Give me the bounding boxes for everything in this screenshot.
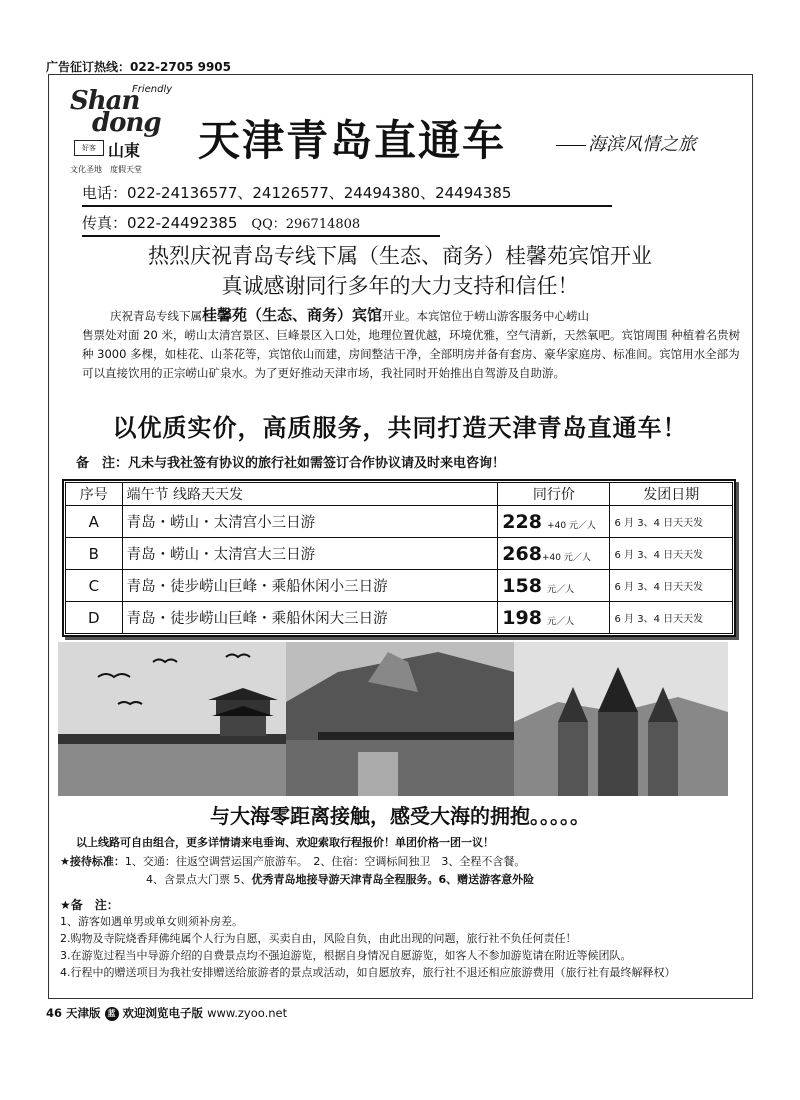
row-date: 6 月 3、4 日天天发 (610, 570, 733, 602)
row-code: A (66, 506, 123, 538)
intro-lead-line (82, 306, 742, 326)
shandong-logo (70, 84, 182, 180)
table-row (66, 506, 733, 538)
price-value: 228 (502, 510, 542, 533)
intro-body: 售票处对面 20 米，崂山太清宫景区、巨峰景区入口处，地理位置优越，环境优雅，空气清新，天然氧吧。宾馆周围 种植着名贵树种 3000 多棵，如桂花、山茶花等，宾馆依山而建，房间整洁干净，全部明房并备有套房、豪华家庭房、标准间。宾馆用水全部为可以直接饮用的正宗崂山矿泉水。为了更好推动天津市场，我社同时开始推出自驾游及自助游。 (82, 328, 741, 380)
fax-line (82, 212, 440, 237)
row-route: 青岛・崂山・太清宫小三日游 (122, 506, 498, 538)
phone-line: 电话：022-24136577、24126577、24494380、24494385 (82, 182, 612, 207)
row-price (498, 570, 610, 602)
logo-brand-line1: Shan (70, 86, 140, 116)
standards-items-1: 1、交通：往返空调营运国产旅游车。 2、住宿：空调标间独卫 3、全程不含餐。 (124, 855, 526, 868)
price-value: 158 (502, 574, 542, 597)
subtitle: 海滨风情之旅 (556, 130, 696, 156)
row-code: D (66, 602, 123, 634)
quality-slogan: 以优质实价，高质服务，共同打造天津青岛直通车！ (112, 413, 688, 442)
headline-thanks: 真诚感谢同行多年的大力支持和信任！ (221, 274, 579, 298)
logo-slogan: 文化圣地 度假天堂 (70, 165, 142, 174)
header-date: 发团日期 (610, 483, 733, 506)
photo-laoshan-bridge (286, 642, 518, 796)
headline-celebration: 热烈庆祝青岛专线下属（生态、商务）桂馨苑宾馆开业 (148, 244, 652, 268)
standards-label: ★接待标准： (60, 855, 125, 868)
table-row (66, 538, 733, 570)
standards-items-2a: 4、含景点大门票 5、 (146, 873, 252, 886)
note-item: 3.在游览过程当中导游介绍的自费景点均不强迫游览，根据自身情况自愿游览，如客人不参加游览请在附近等候团队。 (60, 949, 632, 962)
standards-items-2b: 优秀青岛地接导游天津青岛全程服务。6、赠送游客意外险 (251, 873, 535, 886)
reception-standards (60, 853, 740, 889)
row-route: 青岛・崂山・太清宫大三日游 (122, 538, 498, 570)
standards-line1 (60, 853, 740, 871)
footer-badge: 蓝 (105, 1007, 119, 1021)
logo-brand-line2: dong (92, 108, 161, 138)
table-row (66, 602, 733, 634)
row-price (498, 602, 610, 634)
ad-hotline: 广告征订热线：022-2705 9905 (46, 60, 232, 74)
photo-strip (58, 642, 728, 796)
footer-page: 46 天津版 (46, 1006, 101, 1020)
note-item: 2.购物及寺院烧香拜佛纯属个人行为自愿，买卖自由，风险自负，由此出现的问题，旅行社不负任何责任！ (60, 932, 577, 945)
main-title: 天津青岛直通车 (198, 116, 507, 165)
photo-strip-svg (58, 642, 728, 796)
intro-lead: 庆祝青岛专线下属 (110, 309, 202, 323)
row-route: 青岛・徒步崂山巨峰・乘船休闲大三日游 (122, 602, 498, 634)
header-price: 同行价 (498, 483, 610, 506)
hotel-name: 桂馨苑（生态、商务）宾馆 (202, 306, 383, 324)
photo-temple-statues (514, 642, 728, 796)
header-route: 端午节 线路天天发 (122, 483, 498, 506)
photo-pier-seagulls (58, 642, 286, 796)
row-date: 6 月 3、4 日天天发 (610, 538, 733, 570)
logo-chinese: 山東 (108, 141, 141, 160)
table-header-row (66, 483, 733, 506)
header-code: 序号 (66, 483, 123, 506)
sea-slogan: 与大海零距离接触，感受大海的拥抱。。。。。 (210, 804, 590, 828)
price-unit: 元／人 (547, 616, 575, 627)
hotel-intro (82, 306, 742, 383)
row-date: 6 月 3、4 日天天发 (610, 506, 733, 538)
logo-friendly: Friendly (132, 84, 173, 95)
route-table (62, 479, 736, 637)
agency-note: 备 注：凡未与我社签有协议的旅行社如需签订合作协议请及时来电咨询！ (76, 456, 506, 471)
note-item: 4.行程中的赠送项目为我社安排赠送给旅游者的景点或活动，如自愿放弃，旅行社不退还相应旅游费用（旅行社有最终解释权） (60, 966, 676, 979)
logo-seal: 好客 (74, 140, 104, 156)
standards-line2 (60, 871, 740, 889)
row-date: 6 月 3、4 日天天发 (610, 602, 733, 634)
note-item: 1、游客如遇单男或单女则须补房差。 (60, 915, 243, 928)
row-price (498, 506, 610, 538)
row-code: C (66, 570, 123, 602)
price-value: 268 (502, 542, 542, 565)
row-code: B (66, 538, 123, 570)
price-unit: +40 元／人 (541, 552, 591, 563)
qq-number: 296714808 (285, 217, 361, 232)
page-footer (46, 1005, 287, 1021)
row-route: 青岛・徒步崂山巨峰・乘船休闲小三日游 (122, 570, 498, 602)
footer-url[interactable]: www.zyoo.net (207, 1006, 288, 1020)
qq-label: QQ： (251, 217, 286, 232)
row-price (498, 538, 610, 570)
price-value: 198 (502, 606, 542, 629)
notes-list (60, 913, 750, 981)
intro-after-name: 开业。本宾馆位于崂山游客服务中心崂山 (382, 309, 590, 323)
notes-heading: ★备 注： (60, 898, 119, 912)
price-unit: +40 元／人 (547, 520, 596, 531)
fax-number: 传真：022-24492385 (82, 214, 238, 232)
price-unit: 元／人 (547, 584, 575, 595)
table-row (66, 570, 733, 602)
combo-note: 以上线路可自由组合，更多详情请来电垂询、欢迎索取行程报价！单团价格一团一议！ (76, 836, 494, 849)
footer-text: 欢迎浏览电子版 (122, 1006, 204, 1020)
